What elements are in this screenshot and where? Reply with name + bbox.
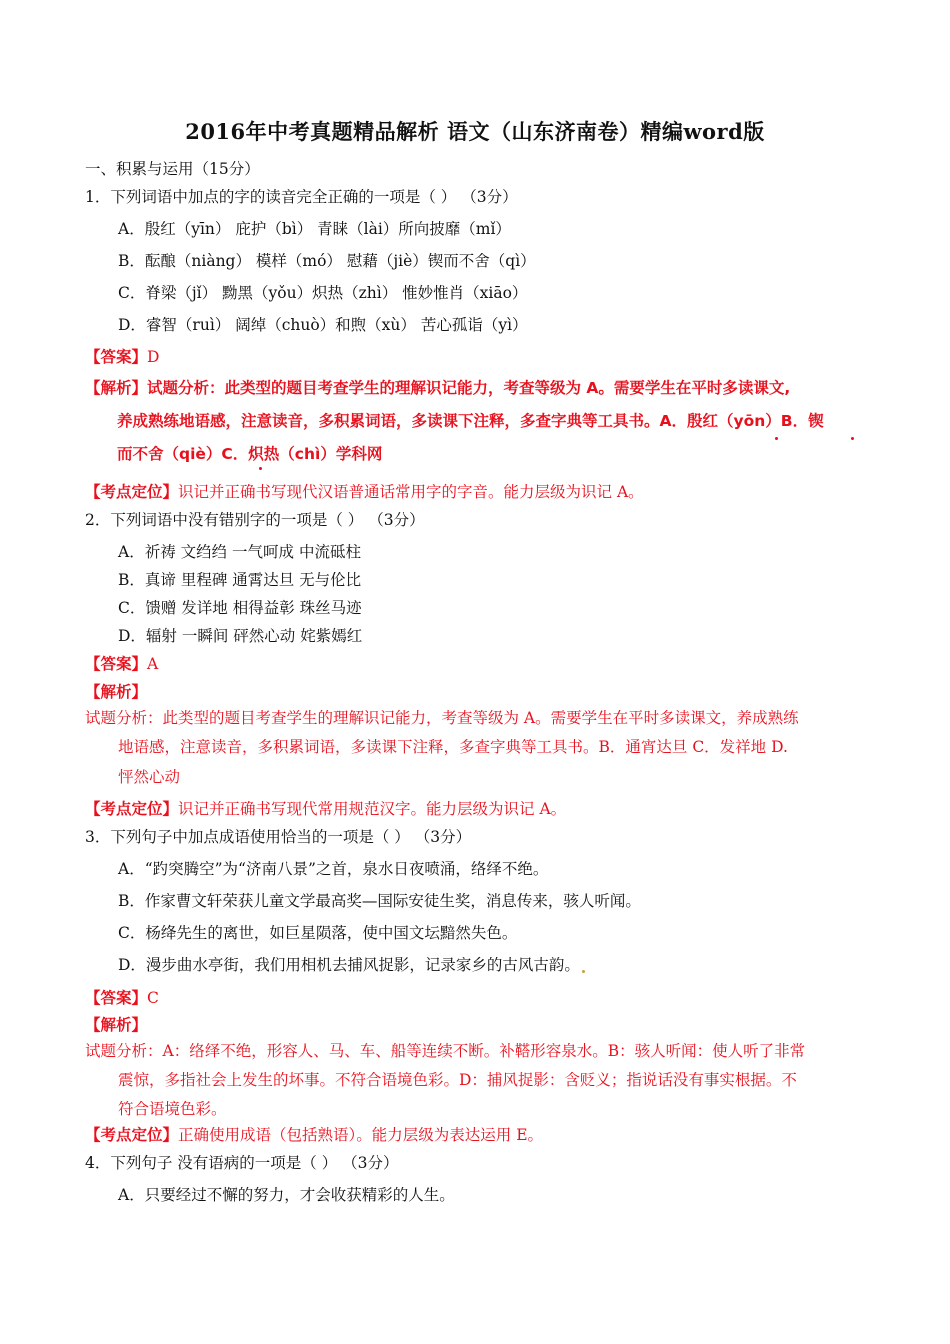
q3-answer-value: C: [147, 989, 159, 1007]
emphasis-dot: [851, 437, 854, 440]
q4-option-a: A．只要经过不懈的努力，才会收获精彩的人生。: [118, 1186, 455, 1204]
answer-tag: 【答案】: [85, 988, 148, 1007]
document-title: 2016年中考真题精品解析 语文（山东济南卷）精编word版: [185, 119, 765, 144]
q2-analysis-line3: 怦然心动: [118, 768, 181, 786]
q1-option-c: C．脊梁（jǐ） 黝黑（yǒu）炽热（zhì） 惟妙惟肖（xiāo）: [118, 284, 528, 302]
q3-option-b: B．作家曹文轩荣获儿童文学最高奖—国际安徒生奖，消息传来，骇人听闻。: [118, 892, 641, 910]
q3-option-c: C．杨绛先生的离世，如巨星陨落，使中国文坛黯然失色。: [118, 924, 518, 942]
q1-option-a: A．殷红（yīn） 庇护（bì） 青睐（lài）所向披靡（mǐ）: [118, 220, 511, 238]
q2-stem: 2．下列词语中没有错别字的一项是（ ） （3分）: [85, 511, 425, 529]
q1-analysis-line2: 养成熟练地语感，注意读音，多积累词语，多读课下注释，多查字典等工具书。A．殷红（yōn）B．锲: [117, 412, 824, 430]
q1-option-b: B．酝酿（niàng） 模样（mó） 慰藉（jiè）锲而不舍（qì）: [118, 252, 536, 270]
q1-analysis-line1: [85, 378, 790, 398]
q3-option-d: D．漫步曲水亭街，我们用相机去捕风捉影，记录家乡的古风古韵。: [118, 956, 580, 974]
q1-analysis-text1: 试题分析：此类型的题目考查学生的理解识记能力，考查等级为 A。需要学生在平时多读课文,: [147, 379, 791, 397]
answer-tag: 【答案】: [85, 654, 148, 673]
q3-kaodian: [85, 1125, 543, 1145]
analysis-tag: 【解析】: [85, 379, 148, 397]
q2-option-a: A．祈祷 文绉绉 一气呵成 中流砥柱: [118, 543, 361, 561]
kaodian-tag: 【考点定位】: [85, 799, 179, 818]
q3-analysis-tag: 【解析】: [85, 1015, 148, 1034]
q3-stem: 3．下列句子中加点成语使用恰当的一项是（ ） （3分）: [85, 828, 472, 846]
q1-kaodian: [85, 482, 644, 502]
q3-option-a: A．“趵突腾空”为“济南八景”之首，泉水日夜喷涌，络绎不绝。: [118, 860, 549, 878]
q2-answer-value: A: [147, 655, 159, 673]
q1-kaodian-text: 识记并正确书写现代汉语普通话常用字的字音。能力层级为识记 A。: [178, 483, 644, 501]
emphasis-dot: [775, 437, 778, 440]
q1-option-d: D．睿智（ruì） 阔绰（chuò）和煦（xù） 苦心孤诣（yì）: [118, 316, 528, 334]
q2-kaodian-text: 识记并正确书写现代常用规范汉字。能力层级为识记 A。: [178, 800, 567, 818]
kaodian-tag: 【考点定位】: [85, 482, 179, 501]
emphasis-dot: [259, 467, 262, 470]
q3-kaodian-text: 正确使用成语（包括熟语）。能力层级为表达运用 E。: [178, 1126, 544, 1144]
q1-stem: 1．下列词语中加点的字的读音完全正确的一项是（ ） （3分）: [85, 188, 518, 206]
q2-option-b: B．真谛 里程碑 通霄达旦 无与伦比: [118, 571, 362, 589]
q2-analysis-tag: 【解析】: [85, 682, 148, 701]
q1-analysis-line3: 而不舍（qiè）C．炽热（chì）学科网: [117, 445, 383, 463]
kaodian-tag: 【考点定位】: [85, 1125, 179, 1144]
q1-answer: [85, 347, 159, 367]
watermark-dot: [582, 970, 585, 973]
q2-kaodian: [85, 799, 566, 819]
q2-analysis-line2: 地语感，注意读音，多积累词语，多读课下注释，多查字典等工具书。B．通宵达旦 C．发祥地 D.: [118, 738, 788, 756]
q3-answer: [85, 988, 159, 1008]
answer-tag: 【答案】: [85, 347, 148, 366]
q3-analysis-line3: 符合语境色彩。: [118, 1100, 227, 1118]
q1-answer-value: D: [147, 348, 160, 366]
q3-analysis-line2: 震惊，多指社会上发生的坏事。不符合语境色彩。D：捕风捉影：含贬义；指说话没有事实根据。不: [118, 1071, 797, 1089]
q2-option-d: D．辐射 一瞬间 砰然心动 姹紫嫣红: [118, 627, 363, 645]
q2-analysis-line1: 试题分析：此类型的题目考查学生的理解识记能力，考查等级为 A。需要学生在平时多读课文，养成熟练: [85, 709, 799, 727]
q3-analysis-line1: 试题分析：A：络绎不绝，形容人、马、车、船等连续不断。补鞳形容泉水。B：骇人听闻：使人听了非常: [85, 1042, 806, 1060]
q2-answer: [85, 654, 158, 674]
q2-option-c: C．馈赠 发详地 相得益彰 珠丝马迹: [118, 599, 362, 617]
section-heading: 一、积累与运用（15分）: [85, 160, 260, 178]
q4-stem: 4．下列句子 没有语病的一项是（ ） （3分）: [85, 1154, 399, 1172]
